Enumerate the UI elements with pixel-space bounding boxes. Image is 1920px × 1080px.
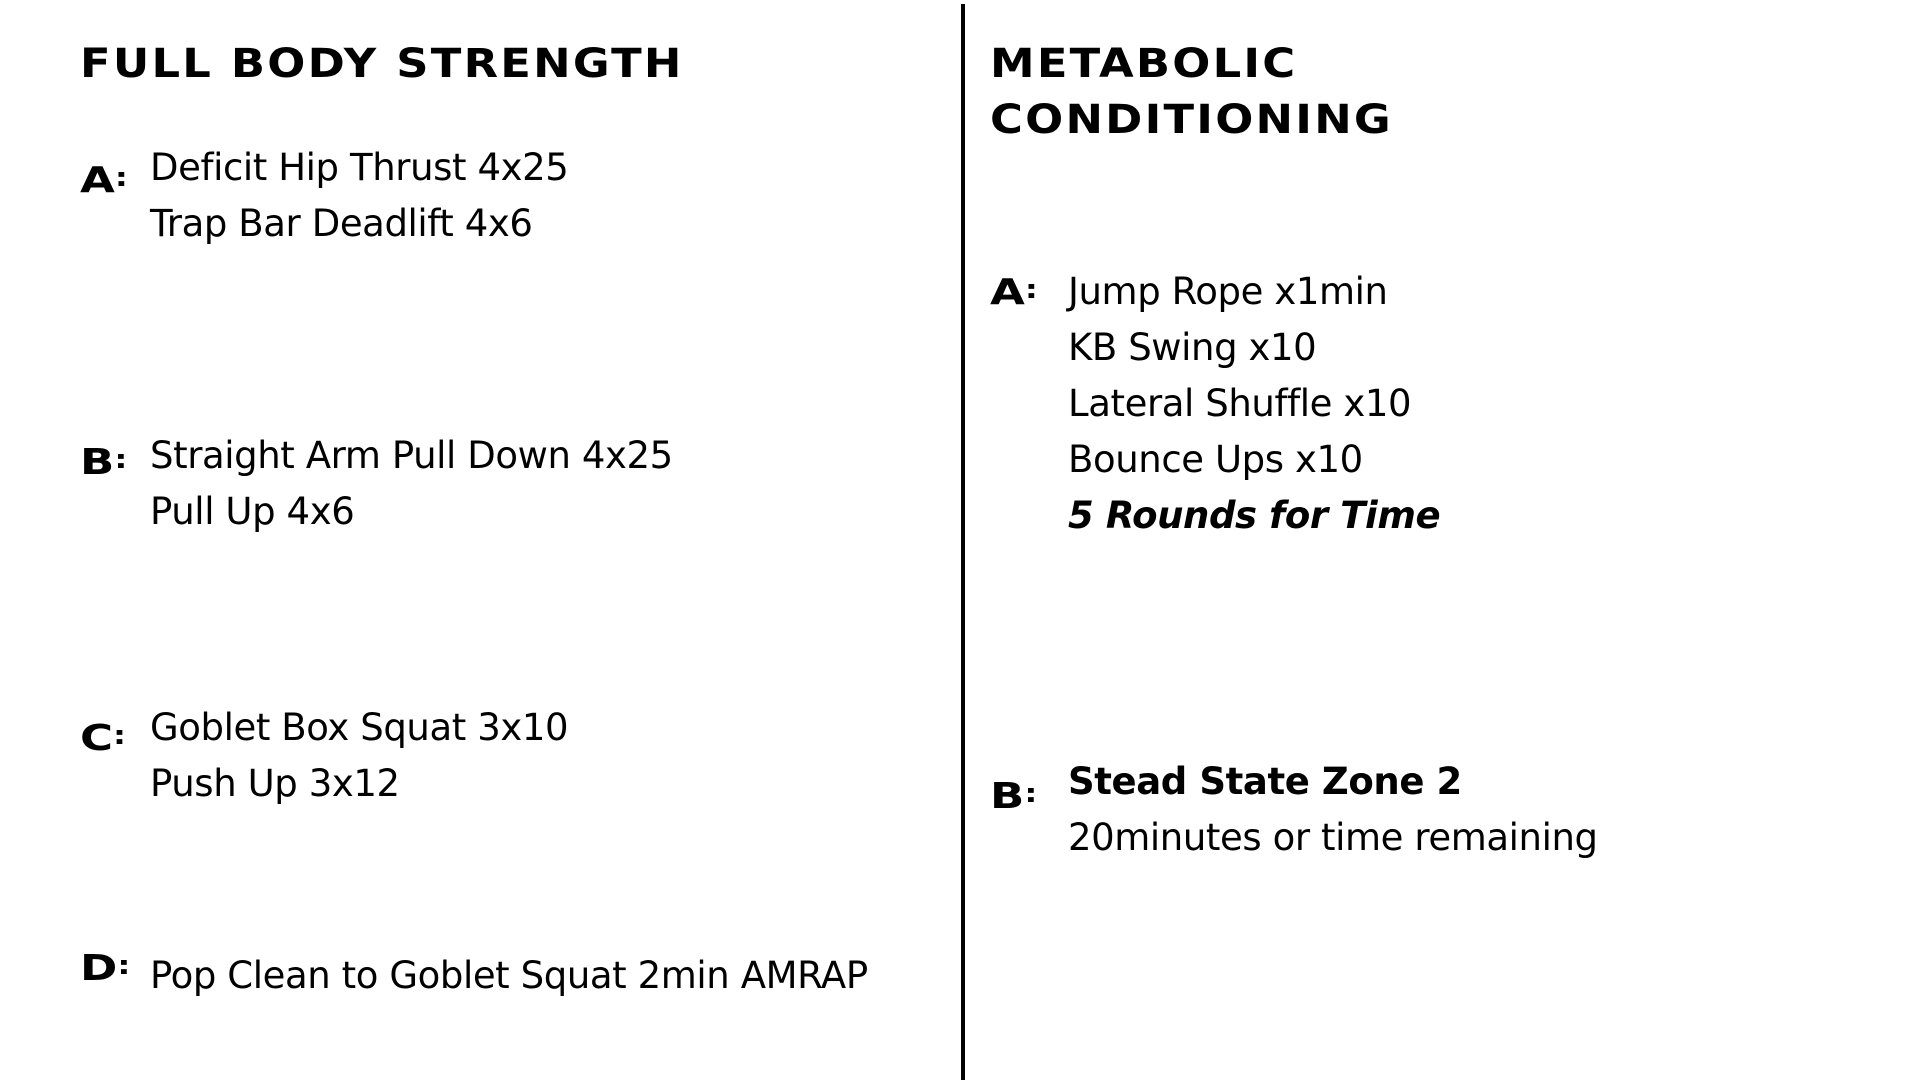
exercise-item: Bounce Ups x10 — [1068, 438, 1363, 481]
exercise-item: Pop Clean to Goblet Squat 2min AMRAP — [150, 954, 868, 997]
exercise-item: Pull Up 4x6 — [150, 490, 355, 533]
block-marker: D: — [80, 948, 131, 989]
heading-line: METABOLIC — [990, 41, 1298, 87]
full-body-strength-heading: FULL BODY STRENGTH — [80, 41, 684, 87]
exercise-item: Straight Arm Pull Down 4x25 — [150, 434, 673, 477]
exercise-item: Push Up 3x12 — [150, 762, 400, 805]
exercise-list — [150, 140, 568, 252]
block-marker: A: — [990, 272, 1038, 313]
block-marker: C: — [80, 718, 127, 759]
exercise-list — [150, 700, 568, 812]
exercise-item: Lateral Shuffle x10 — [1068, 382, 1412, 425]
exercise-list — [1068, 264, 1440, 544]
column-divider — [961, 4, 965, 1080]
exercise-list — [1068, 754, 1598, 866]
exercise-item: Goblet Box Squat 3x10 — [150, 706, 569, 749]
exercise-list — [150, 948, 868, 1004]
exercise-list — [150, 428, 673, 540]
exercise-item: 20minutes or time remaining — [1068, 816, 1598, 859]
heading-line: CONDITIONING — [990, 97, 1393, 143]
exercise-item: KB Swing x10 — [1068, 326, 1317, 369]
rounds-note: 5 Rounds for Time — [1068, 494, 1441, 537]
block-marker: B: — [80, 442, 128, 483]
exercise-item: Deficit Hip Thrust 4x25 — [150, 146, 569, 189]
block-marker: B: — [990, 776, 1038, 817]
block-title: Stead State Zone 2 — [1068, 760, 1462, 803]
exercise-item: Jump Rope x1min — [1068, 270, 1388, 313]
exercise-item: Trap Bar Deadlift 4x6 — [150, 202, 533, 245]
block-marker: A: — [80, 160, 128, 201]
metabolic-conditioning-heading — [990, 36, 1393, 148]
